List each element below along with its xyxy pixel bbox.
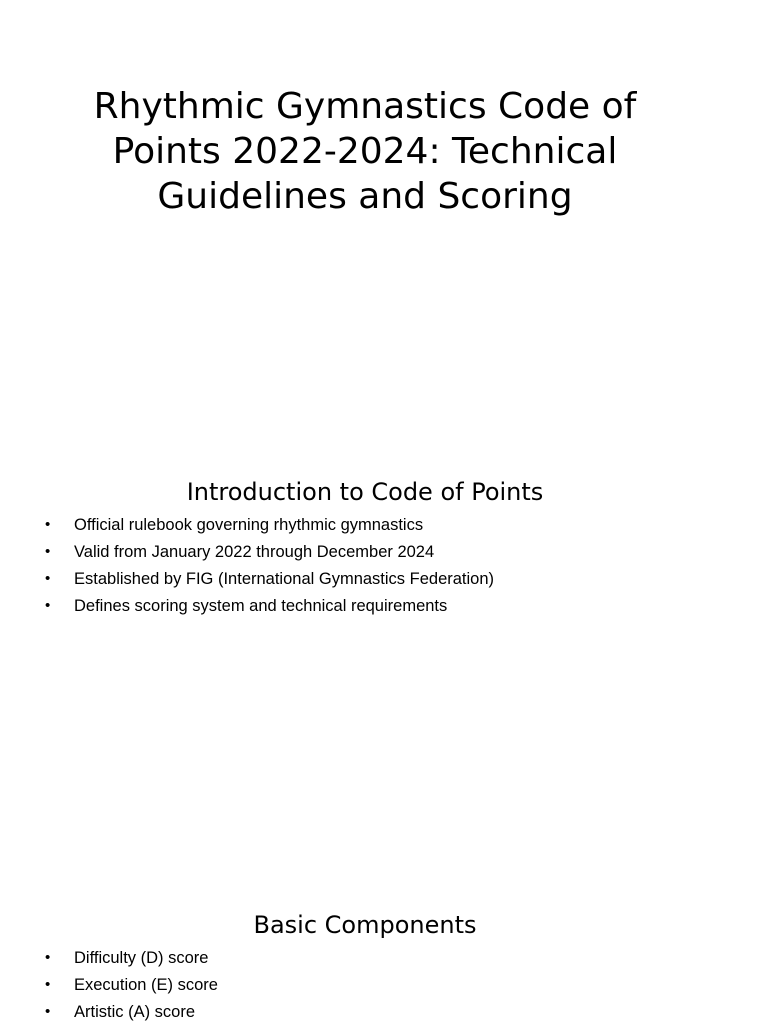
list-item [0,945,218,972]
list-item [0,972,218,999]
list-item-text: Difficulty (D) score [74,949,209,967]
list-item-text: Execution (E) score [74,976,218,994]
bullet-icon: • [45,543,51,560]
bullet-icon: • [45,976,51,993]
list-item-text: Defines scoring system and technical requirements [74,597,448,615]
section-heading-basic-components: Basic Components [253,911,477,939]
bullet-icon: • [45,597,51,614]
list-item [0,539,494,566]
bullet-icon: • [45,516,51,533]
list-item [0,566,494,593]
list-item-text: Official rulebook governing rhythmic gymnastics [74,516,424,534]
introduction-bullet-list [0,512,494,620]
document-title: Rhythmic Gymnastics Code of Points 2022-2024: Technical Guidelines and Scoring [93,86,637,217]
basic-components-bullet-list [0,945,218,1024]
list-item-text: Artistic (A) score [74,1003,196,1021]
bullet-icon: • [45,570,51,587]
list-item [0,512,494,539]
list-item-text: Valid from January 2022 through December 2024 [74,543,435,561]
list-item-text: Established by FIG (International Gymnastics Federation) [74,570,495,588]
list-item [0,999,218,1024]
list-item [0,593,494,620]
bullet-icon: • [45,1003,51,1020]
section-heading-introduction: Introduction to Code of Points [186,478,544,506]
bullet-icon: • [45,949,51,966]
